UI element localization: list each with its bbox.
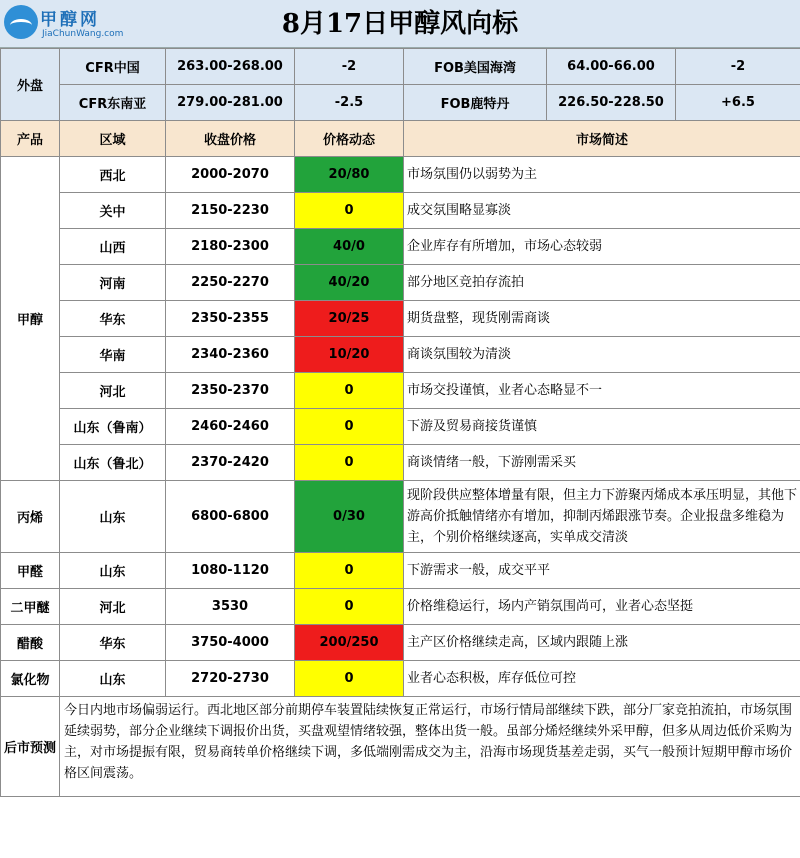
region-cell: 河南 bbox=[60, 265, 166, 301]
change-cell: 200/250 bbox=[295, 625, 404, 661]
price-cell: 2150-2230 bbox=[166, 193, 295, 229]
region-cell: 山东（鲁北） bbox=[60, 445, 166, 481]
price-cell: 2180-2300 bbox=[166, 229, 295, 265]
region-cell: 河北 bbox=[60, 589, 166, 625]
product-name: 氯化物 bbox=[1, 661, 60, 697]
table-row bbox=[1, 229, 800, 265]
external-row bbox=[1, 49, 800, 85]
change-cell: 0 bbox=[295, 445, 404, 481]
region-cell: 华东 bbox=[60, 625, 166, 661]
note-cell: 价格维稳运行，场内产销氛围尚可，业者心态坚挺 bbox=[404, 589, 800, 625]
table-row bbox=[1, 445, 800, 481]
region-cell: 山东 bbox=[60, 553, 166, 589]
note-cell: 市场氛围仍以弱势为主 bbox=[404, 157, 800, 193]
region-cell: 河北 bbox=[60, 373, 166, 409]
change-cell: 0 bbox=[295, 661, 404, 697]
product-name: 二甲醚 bbox=[1, 589, 60, 625]
external-left-name: CFR东南亚 bbox=[60, 85, 166, 121]
note-cell: 主产区价格继续走高，区域内跟随上涨 bbox=[404, 625, 800, 661]
note-cell: 期货盘整，现货刚需商谈 bbox=[404, 301, 800, 337]
price-cell: 2720-2730 bbox=[166, 661, 295, 697]
table-row bbox=[1, 409, 800, 445]
outlook-label: 后市预测 bbox=[1, 697, 60, 797]
note-cell: 业者心态积极，库存低位可控 bbox=[404, 661, 800, 697]
price-table bbox=[0, 48, 800, 797]
region-cell: 华东 bbox=[60, 301, 166, 337]
external-right-price: 226.50-228.50 bbox=[547, 85, 676, 121]
note-cell: 下游及贸易商接货谨慎 bbox=[404, 409, 800, 445]
note-cell: 部分地区竞拍存流拍 bbox=[404, 265, 800, 301]
price-cell: 3530 bbox=[166, 589, 295, 625]
price-cell: 3750-4000 bbox=[166, 625, 295, 661]
external-left-change: -2 bbox=[295, 49, 404, 85]
table-row bbox=[1, 301, 800, 337]
price-cell: 2340-2360 bbox=[166, 337, 295, 373]
change-cell: 20/25 bbox=[295, 301, 404, 337]
external-left-price: 279.00-281.00 bbox=[166, 85, 295, 121]
note-cell: 成交氛围略显寡淡 bbox=[404, 193, 800, 229]
change-cell: 0 bbox=[295, 553, 404, 589]
price-cell: 1080-1120 bbox=[166, 553, 295, 589]
outlook-text: 今日内地市场偏弱运行。西北地区部分前期停车装置陆续恢复正常运行，市场行情局部继续下跌，部分厂家竞拍流拍，市场氛围延续弱势，部分企业继续下调报价出货，买盘观望情绪较强，整体出货一般。虽部分烯烃继续外采甲醇，但多从周边低价采购为主，对市场提振有限，贸易商转单价格继续下调，多低端刚需成交为主，沿海市场现货基差走弱，买气一般预计短期甲醇市场价格区间震荡。 bbox=[60, 697, 800, 797]
external-right-name: FOB美国海湾 bbox=[404, 49, 547, 85]
column-header: 区域 bbox=[60, 121, 166, 157]
product-name: 丙烯 bbox=[1, 481, 60, 553]
column-header: 市场简述 bbox=[404, 121, 800, 157]
change-cell: 10/20 bbox=[295, 337, 404, 373]
table-row bbox=[1, 661, 800, 697]
product-name: 甲醛 bbox=[1, 553, 60, 589]
external-left-change: -2.5 bbox=[295, 85, 404, 121]
column-header: 收盘价格 bbox=[166, 121, 295, 157]
region-cell: 山东（鲁南） bbox=[60, 409, 166, 445]
logo-text: 甲醇网 bbox=[40, 10, 100, 30]
column-header: 价格动态 bbox=[295, 121, 404, 157]
price-cell: 2350-2370 bbox=[166, 373, 295, 409]
change-cell: 0 bbox=[295, 373, 404, 409]
external-label: 外盘 bbox=[1, 49, 60, 121]
table-row bbox=[1, 337, 800, 373]
change-cell: 0 bbox=[295, 409, 404, 445]
change-cell: 40/0 bbox=[295, 229, 404, 265]
price-cell: 2250-2270 bbox=[166, 265, 295, 301]
price-cell: 6800-6800 bbox=[166, 481, 295, 553]
region-cell: 山西 bbox=[60, 229, 166, 265]
table-row bbox=[1, 589, 800, 625]
product-name: 醋酸 bbox=[1, 625, 60, 661]
note-cell: 市场交投谨慎，业者心态略显不一 bbox=[404, 373, 800, 409]
logo-domain: JiaChunWang.com bbox=[42, 29, 124, 39]
change-cell: 0 bbox=[295, 193, 404, 229]
table-row bbox=[1, 157, 800, 193]
external-right-name: FOB鹿特丹 bbox=[404, 85, 547, 121]
note-cell: 企业库存有所增加，市场心态较弱 bbox=[404, 229, 800, 265]
note-cell: 下游需求一般，成交平平 bbox=[404, 553, 800, 589]
note-cell: 现阶段供应整体增量有限，但主力下游聚丙烯成本承压明显，其他下游高价抵触情绪亦有增加，抑制丙烯跟涨节奏。企业报盘多维稳为主，个别价格继续逐高，实单成交清淡 bbox=[404, 481, 800, 553]
region-cell: 关中 bbox=[60, 193, 166, 229]
page-title: 8月17日甲醇风向标 bbox=[281, 9, 519, 39]
product-name: 甲醇 bbox=[1, 157, 60, 481]
price-cell: 2000-2070 bbox=[166, 157, 295, 193]
column-header-row bbox=[1, 121, 800, 157]
region-cell: 西北 bbox=[60, 157, 166, 193]
region-cell: 山东 bbox=[60, 481, 166, 553]
change-cell: 20/80 bbox=[295, 157, 404, 193]
outlook-row bbox=[1, 697, 800, 797]
region-cell: 山东 bbox=[60, 661, 166, 697]
change-cell: 40/20 bbox=[295, 265, 404, 301]
region-cell: 华南 bbox=[60, 337, 166, 373]
change-cell: 0/30 bbox=[295, 481, 404, 553]
external-left-name: CFR中国 bbox=[60, 49, 166, 85]
table-row bbox=[1, 553, 800, 589]
table-row bbox=[1, 373, 800, 409]
external-left-price: 263.00-268.00 bbox=[166, 49, 295, 85]
price-cell: 2350-2355 bbox=[166, 301, 295, 337]
external-right-change: +6.5 bbox=[676, 85, 800, 121]
table-row bbox=[1, 193, 800, 229]
external-row bbox=[1, 85, 800, 121]
note-cell: 商谈氛围较为清淡 bbox=[404, 337, 800, 373]
note-cell: 商谈情绪一般，下游刚需采买 bbox=[404, 445, 800, 481]
table-row bbox=[1, 625, 800, 661]
change-cell: 0 bbox=[295, 589, 404, 625]
table-row bbox=[1, 481, 800, 553]
column-header: 产品 bbox=[1, 121, 60, 157]
price-cell: 2460-2460 bbox=[166, 409, 295, 445]
table-row bbox=[1, 265, 800, 301]
external-right-change: -2 bbox=[676, 49, 800, 85]
external-right-price: 64.00-66.00 bbox=[547, 49, 676, 85]
price-cell: 2370-2420 bbox=[166, 445, 295, 481]
